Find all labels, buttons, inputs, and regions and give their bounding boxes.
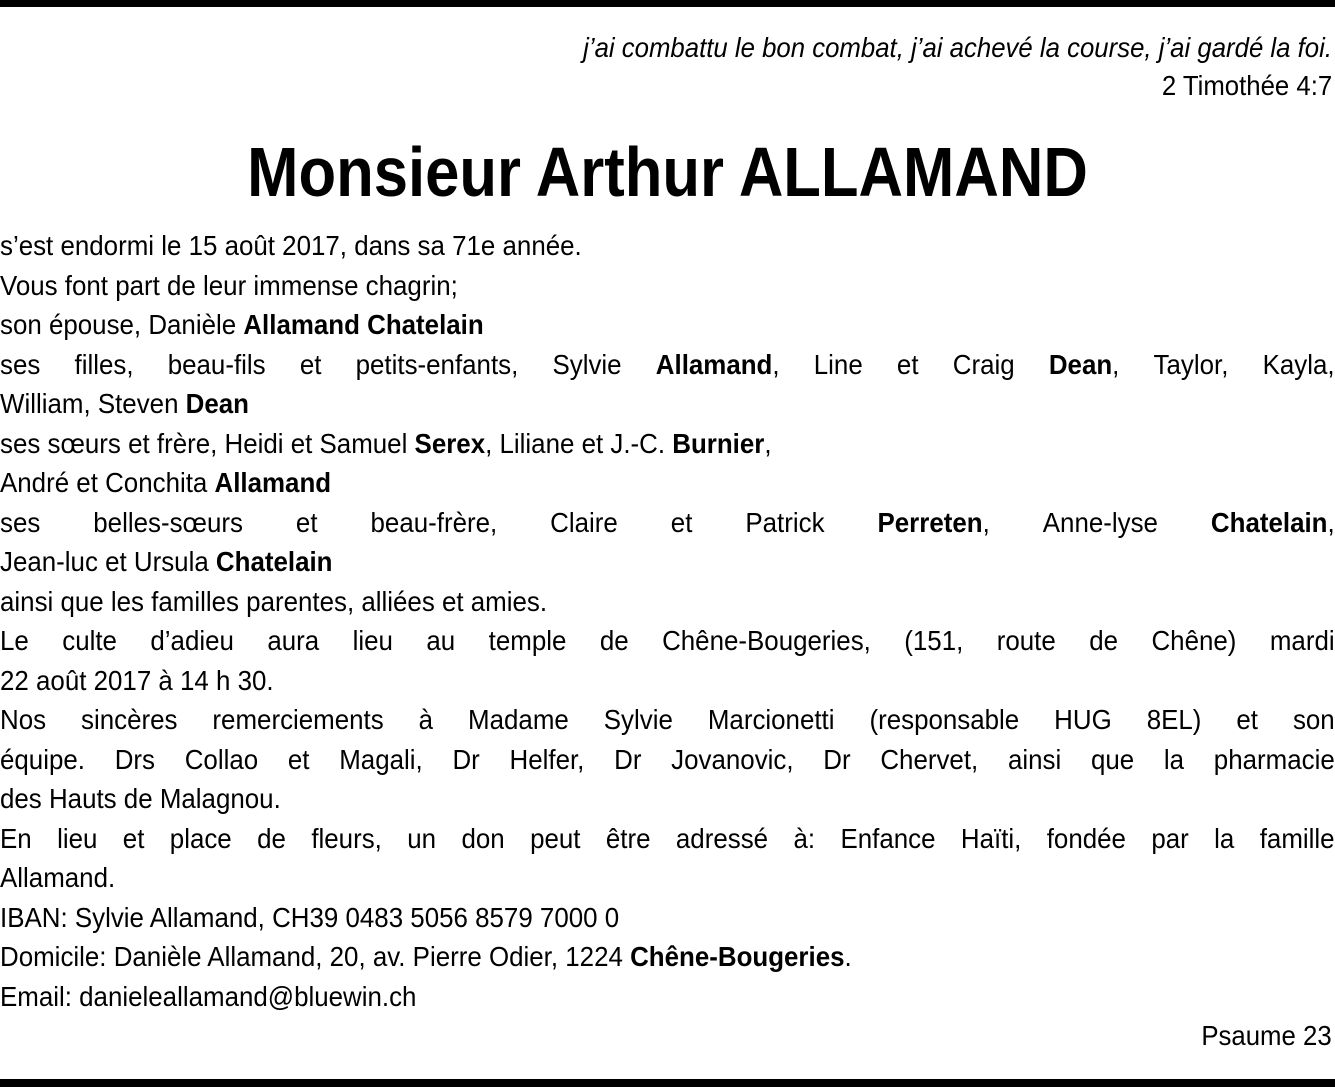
word: pharmacie: [1213, 743, 1335, 775]
word: En: [0, 822, 32, 854]
text-line: [0, 858, 1235, 898]
word: Kayla,: [1262, 348, 1335, 380]
family-name: Burnier: [672, 427, 765, 459]
word: Jovanovic,: [671, 743, 794, 775]
word: Haïti,: [960, 822, 1022, 854]
word: route: [996, 625, 1056, 656]
word: Anne-lyse: [1042, 506, 1158, 538]
text-segment: Jean-luc et Ursula: [0, 546, 216, 577]
announcement-body: [0, 226, 1335, 1016]
word: et: [287, 743, 310, 775]
email-line: [0, 977, 1235, 1017]
text-segment: Vous font part de leur immense chagrin;: [0, 269, 458, 301]
word: d’adieu: [150, 625, 234, 656]
bottom-rule: [0, 1079, 1335, 1087]
word: et: [1236, 704, 1258, 735]
word: et: [896, 348, 919, 380]
word: aura: [267, 625, 320, 656]
word: la: [1163, 743, 1185, 775]
word: la: [1214, 822, 1235, 854]
family-name: Chatelain: [215, 546, 333, 577]
word: et: [299, 348, 322, 380]
text-line: [0, 384, 1235, 424]
word: remerciements: [212, 704, 384, 735]
text-line: [0, 661, 1235, 701]
word: lieu: [352, 625, 393, 656]
word: Sylvie: [603, 704, 673, 735]
text-line: [0, 305, 1235, 345]
family-name: Allamand: [214, 467, 332, 498]
iban-text: IBAN: Sylvie Allamand, CH39 0483 5056 8579 7000 0: [0, 901, 620, 933]
text-segment: ,: [764, 427, 772, 459]
word: adressé: [675, 822, 769, 854]
epigraph-quote: j’ai combattu le bon combat, j’ai achevé la course, j’ai gardé la foi.: [583, 32, 1332, 63]
domicile-line: [0, 937, 1235, 977]
page-title: Monsieur Arthur ALLAMAND: [247, 133, 1088, 211]
epigraph-reference: 2 Timothée 4:7: [1161, 70, 1332, 101]
word: famille: [1259, 822, 1335, 854]
word: ainsi: [1007, 743, 1062, 775]
word: petits-enfants,: [355, 348, 519, 380]
text-line: [0, 266, 1235, 306]
word: Chervet,: [880, 743, 979, 775]
word: place: [169, 822, 232, 854]
word: (151,: [904, 625, 964, 656]
word: à:: [793, 822, 816, 854]
word: Chatelain,: [1210, 506, 1335, 538]
word: Chêne): [1151, 625, 1237, 656]
word: et: [295, 506, 318, 538]
word: Line: [813, 348, 863, 380]
word: peut: [530, 822, 581, 854]
top-rule: [0, 0, 1335, 7]
word: à: [418, 704, 434, 735]
text-segment: Domicile: Danièle Allamand, 20, av. Pierre Odier, 1224: [0, 941, 631, 972]
text-line: [0, 424, 1235, 464]
word: Claire: [550, 506, 618, 538]
family-name: Allamand Chatelain: [243, 309, 484, 340]
text-line-justified: [0, 700, 1335, 740]
text-line-justified: [0, 819, 1335, 859]
text-segment: , Liliane et J.-C.: [485, 427, 673, 459]
word: culte: [62, 625, 117, 656]
word: que: [1090, 743, 1135, 775]
word: beau-fils: [167, 348, 266, 380]
text-segment: Allamand.: [0, 862, 116, 893]
place-name: Chêne-Bougeries: [630, 941, 845, 972]
text-segment: William, Steven: [0, 388, 186, 419]
word: Enfance: [840, 822, 936, 854]
word: Magali,: [339, 743, 423, 775]
family-name: Serex: [414, 427, 486, 459]
word: (responsable: [869, 704, 1020, 735]
word: et: [122, 822, 145, 854]
text-line: [0, 582, 1235, 622]
text-segment: .: [844, 941, 852, 972]
word: Taylor,: [1153, 348, 1229, 380]
word: Le: [0, 625, 29, 656]
word: sincères: [81, 704, 178, 735]
word: Dean,: [1048, 348, 1120, 380]
text-segment: des Hauts de Malagnou.: [0, 783, 281, 814]
word: Craig: [952, 348, 1015, 380]
word: belles-sœurs: [93, 506, 243, 538]
word: fondée: [1046, 822, 1126, 854]
word: son: [1292, 704, 1335, 735]
text-line-justified: [0, 503, 1335, 543]
word: temple: [488, 625, 567, 656]
text-segment: ainsi que les familles parentes, alliées et amies.: [0, 585, 548, 617]
text-segment: André et Conchita: [0, 467, 215, 498]
text-line: [0, 463, 1235, 503]
word: Dr: [614, 743, 642, 775]
word: et: [670, 506, 693, 538]
text-line: [0, 542, 1235, 582]
email-text: Email: danieleallamand@bluewin.ch: [0, 980, 417, 1012]
family-name: Dean: [185, 388, 249, 419]
word: 8EL): [1146, 704, 1202, 735]
word: fleurs,: [311, 822, 382, 854]
word: Collao: [184, 743, 259, 775]
word: mardi: [1269, 625, 1335, 656]
word: Madame: [468, 704, 569, 735]
word: être: [605, 822, 651, 854]
word: Dr: [823, 743, 851, 775]
text-line-justified: [0, 345, 1335, 385]
text-segment: son épouse, Danièle: [0, 309, 244, 340]
word: un: [407, 822, 437, 854]
word: de: [599, 625, 629, 656]
word: Helfer,: [509, 743, 585, 775]
word: HUG: [1054, 704, 1112, 735]
text-line-justified: [0, 740, 1335, 780]
word: de: [1089, 625, 1119, 656]
text-segment: 22 août 2017 à 14 h 30.: [0, 664, 274, 696]
text-segment: s’est endormi le 15 août 2017, dans sa 71e année.: [0, 230, 582, 261]
word: équipe.: [0, 743, 85, 775]
text-line: [0, 226, 1235, 266]
word: Drs: [114, 743, 155, 775]
word: Sylvie: [552, 348, 622, 380]
word: ses: [0, 348, 41, 380]
word: beau-frère,: [370, 506, 498, 538]
word: filles,: [74, 348, 134, 380]
word: Perreten,: [877, 506, 990, 538]
word: don: [461, 822, 505, 854]
iban-line: [0, 898, 1235, 938]
word: Dr: [452, 743, 480, 775]
closing-reference: Psaume 23: [1201, 1020, 1332, 1051]
word: de: [257, 822, 286, 854]
word: Marcionetti: [707, 704, 835, 735]
text-segment: ses sœurs et frère, Heidi et Samuel: [0, 427, 415, 459]
word: Patrick: [745, 506, 825, 538]
word: au: [426, 625, 456, 656]
word: lieu: [57, 822, 98, 854]
word: par: [1151, 822, 1189, 854]
word: ses: [0, 506, 41, 538]
text-line: [0, 779, 1235, 819]
word: Nos: [0, 704, 47, 735]
text-line-justified: [0, 621, 1335, 661]
word: Chêne-Bougeries,: [662, 625, 871, 656]
word: Allamand,: [655, 348, 780, 380]
